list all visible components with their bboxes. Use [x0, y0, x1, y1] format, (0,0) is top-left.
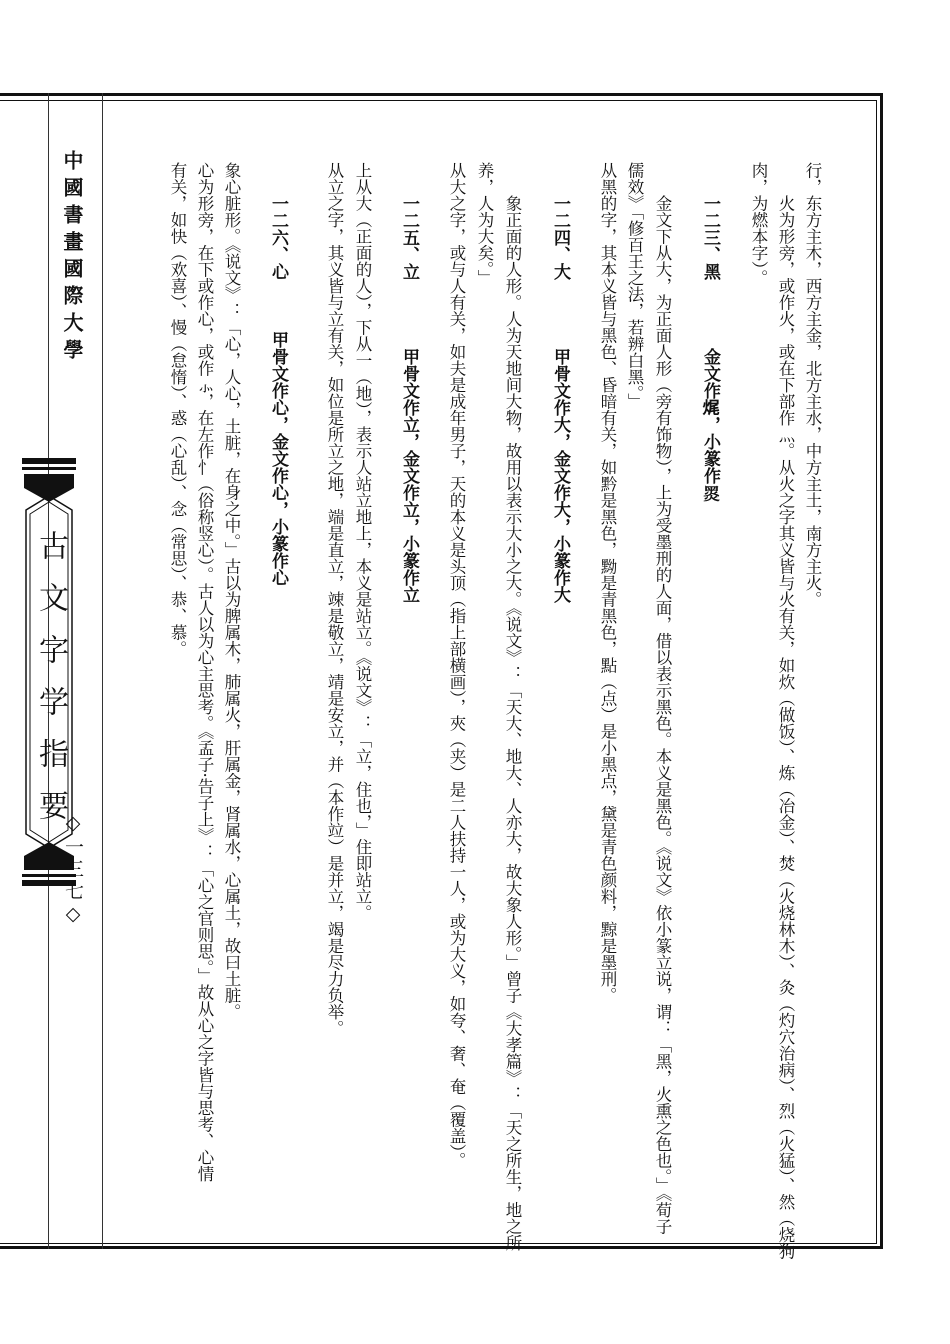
section-heading: 一二五、立 甲骨文作立，金文作立，小篆作立: [399, 195, 419, 603]
section-heading: 一二四、大 甲骨文作大，金文作大，小篆作大: [550, 195, 570, 603]
text-column: 火为形旁，或作火，或在下部作灬。从火之字其义皆与火有关，如炊（做饭）、炼（冶金）、焚（火烧林木）、灸（灼穴治病）、烈（火猛）、然（烧狗: [776, 195, 795, 1260]
text-column: 心为形旁，在下或作心，或作⺗，在左作忄（俗称竖心）。古人以为心主思考。《孟子·告子上》：「心之官则思。」故从心之字皆与思考、心情: [195, 162, 214, 1182]
text-column: 肉，为燃本字）。: [749, 162, 768, 286]
text-column: 象心脏形。《说文》：「心，人心，土脏，在身之中。」古以为脾属木，肺属火，肝属金，肾属水，心属土，故曰土脏。: [222, 162, 241, 1020]
page-number: ◇一三七◇: [62, 812, 84, 928]
text-column: 儒效》「修百王之法，若辨白黑。」: [625, 162, 644, 410]
text-column: 从大之字，或与人有关，如夫是成年男子，天的本义是头顶（指上部横画），夾（夹）是二人扶持一人，或为大义，如夸、奢、奄（覆盖）。: [447, 162, 466, 1169]
text-column: 从黑的字，其本义皆与黑色、昏暗有关，如黔是黑色，黝是青黑色，點（点）是小黑点，黛是青色颜料，黥是墨刑。: [598, 162, 617, 1004]
text-column: 有关，如快（欢喜）、慢（怠惰）、惑（心乱）、念（常思）、恭、慕。: [168, 162, 187, 657]
text-column: 象正面的人形。人为天地间大物，故用以表示大小之大。《说文》：「天大、地大、人亦大，故大象人形。」曾子《大孝篇》：「天之所生，地之所: [503, 195, 522, 1251]
publisher-name: 中國書畫國際大學: [60, 150, 84, 366]
text-column: 行，东方主木，西方主金，北方主水，中方主土，南方主火。: [803, 162, 822, 608]
text-column: 从立之字，其义皆与立有关，如位是所立之地，端是直立，竦是敬立，靖是安立，并（本作竝）是并立，竭是尽力负举。: [325, 162, 344, 1037]
text-column: 金文下从大，为正面人形（旁有饰物），上为受墨刑的人面，借以表示黑色。本义是黑色。《说文》依小篆立说，谓：「黑，火熏之色也。」《荀子: [653, 195, 672, 1235]
text-column: 上从大（正面的人），下从一（地），表示人站立地上，本义是站立。《说文》：「立，住也，」住即站立。: [353, 162, 372, 921]
section-heading: 一二六、心 甲骨文作心，金文作心，小篆作心: [268, 195, 288, 586]
section-heading: 一二三、黑 金文作𤈦，小篆作𪐗: [700, 195, 720, 501]
sidebar-rule: [102, 93, 103, 1249]
book-title: 古文字学指要: [33, 530, 68, 842]
text-column: 养，人为大矣。」: [475, 162, 494, 286]
